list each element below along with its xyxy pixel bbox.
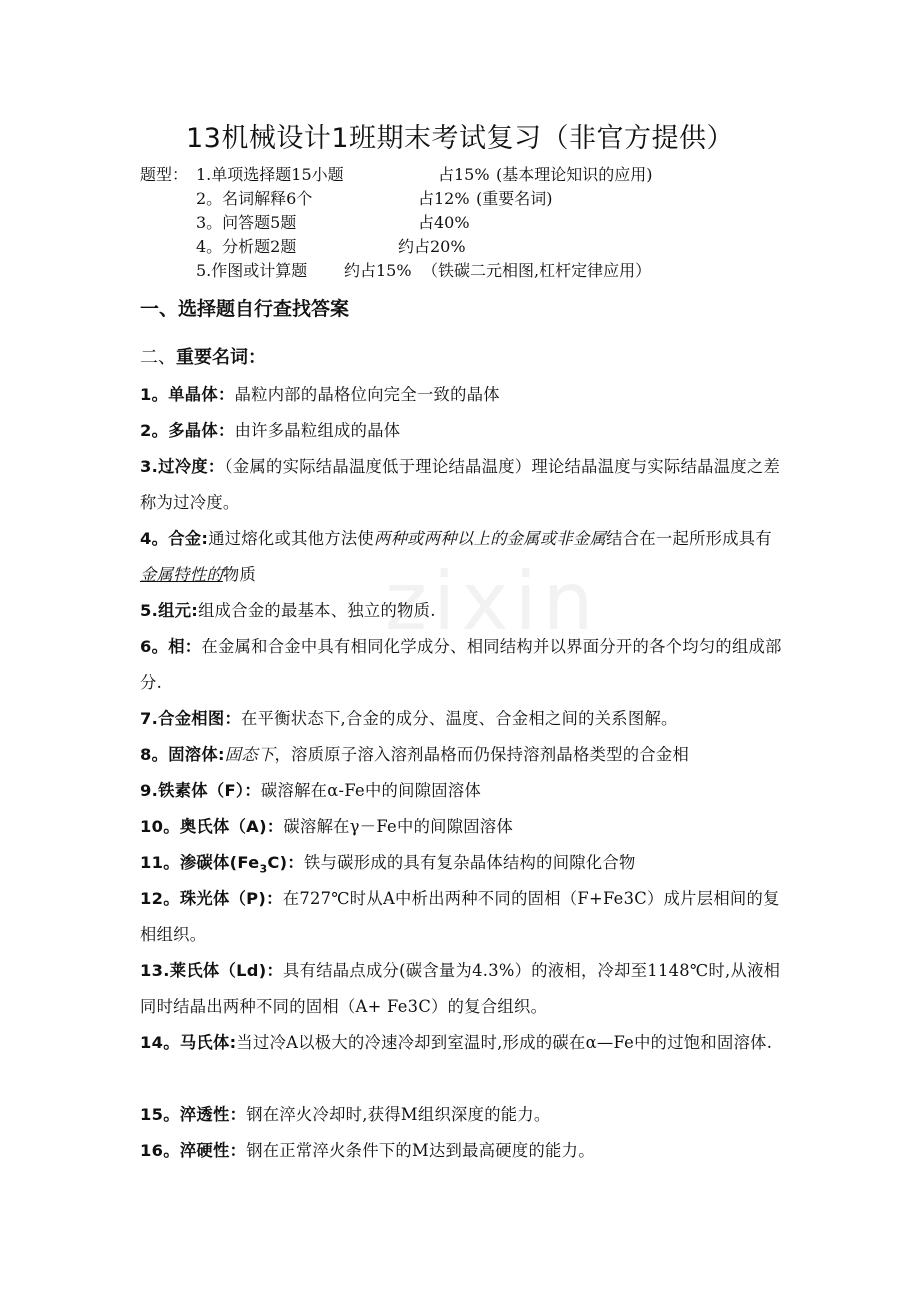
term-definition: 钢在正常淬火条件下的M达到最高硬度的能力。 <box>246 1141 595 1160</box>
term-item <box>140 701 785 737</box>
term-separator: ： <box>207 457 225 476</box>
question-type-name: 1.单项选择题15小题 <box>196 165 344 184</box>
term-definition: 碳溶解在α-Fe中的间隙固溶体 <box>260 781 482 800</box>
question-type-note: （铁碳二元相图,杠杆定律应用） <box>422 261 652 280</box>
term-item <box>140 953 785 1025</box>
question-type-name: 3。问答题5题 <box>196 213 297 232</box>
term-item <box>140 773 785 809</box>
term-separator: ： <box>217 421 235 440</box>
question-type-share: 占40% <box>418 213 470 232</box>
term-name: 6。相 <box>140 637 185 656</box>
term-name: 9.铁素体（F） <box>140 781 245 800</box>
question-type-line-1 <box>140 162 840 184</box>
term-underlined-emphasis: 金属特性的 <box>140 565 223 584</box>
section-2-title: 重要名词： <box>176 347 266 368</box>
term-definition: （金属的实际结晶温度低于理论结晶温度）理论结晶温度与实际结晶温度之差称为过冷度。 <box>140 457 781 512</box>
term-item <box>140 377 785 413</box>
term-subscript: 3 <box>259 862 268 876</box>
term-name: 7.合金相图 <box>140 709 225 728</box>
term-item <box>140 593 785 629</box>
question-type-share: 约占20% <box>398 237 466 256</box>
term-item <box>140 737 785 773</box>
term-definition: 在金属和合金中具有相同化学成分、相同结构并以界面分开的各个均匀的组成部分. <box>140 637 782 692</box>
term-definition: 具有结晶点成分(碳含量为4.3%）的液相，冷却至1148℃时,从液相同时结晶出两种不同的固相（A+ Fe3C）的复合组织。 <box>140 961 781 1016</box>
term-name: 12。珠光体（P) <box>140 889 267 908</box>
term-separator: ： <box>266 817 284 836</box>
question-type-share: 占15% <box>438 165 490 184</box>
question-type-name: 4。分析题2题 <box>196 237 297 256</box>
term-definition: 由许多晶粒组成的晶体 <box>234 421 401 440</box>
term-separator: ： <box>229 1105 247 1124</box>
question-type-name: 5.作图或计算题 <box>196 261 308 280</box>
term-definition: 钢在淬火冷却时,获得M组织深度的能力。 <box>246 1105 551 1124</box>
term-definition: 在727℃时从A中析出两种不同的固相（F+Fe3C）成片层相间的复相组织。 <box>140 889 780 944</box>
term-definition: 铁与碳形成的具有复杂晶体结构的间隙化合物 <box>304 853 636 872</box>
term-definition: ，溶质原子溶入溶剂晶格而仍保持溶剂晶格类型的合金相 <box>274 745 690 764</box>
term-name: 10。奥氏体（A) <box>140 817 267 836</box>
question-type-line-5 <box>140 258 840 280</box>
term-name: 3.过冷度 <box>140 457 208 476</box>
section-2-heading <box>140 343 266 369</box>
question-type-line-3 <box>140 210 840 232</box>
term-item <box>140 881 785 953</box>
term-name: 5.组元 <box>140 601 192 620</box>
term-item <box>140 1097 785 1133</box>
question-type-share: 约占15% <box>344 261 412 280</box>
page-title: 13机械设计1班期末考试复习（非官方提供） <box>185 123 735 154</box>
term-item <box>140 413 785 449</box>
term-name: 4。合金 <box>140 529 202 548</box>
term-definition: 晶粒内部的晶格位向完全一致的晶体 <box>234 385 500 404</box>
term-item <box>140 809 785 845</box>
term-definition-end: 物质 <box>222 565 257 584</box>
term-name: 1。单晶体 <box>140 385 218 404</box>
question-type-name: 2。名词解释6个 <box>196 189 313 208</box>
term-separator: ： <box>266 889 283 908</box>
term-name: 11。渗碳体(Fe <box>140 853 260 872</box>
question-type-note: (基本理论知识的应用) <box>496 165 653 184</box>
term-item <box>140 629 785 701</box>
term-item <box>140 521 785 593</box>
term-separator: ： <box>224 709 242 728</box>
question-type-share: 占12% <box>418 189 470 208</box>
term-definition-mid: 结合在一起所形成具有 <box>606 529 772 548</box>
term-definition: 当过冷A以极大的冷速冷却到室温时,形成的碳在α—Fe中的过饱和固溶体. <box>236 1033 773 1052</box>
question-types-label: 题型： <box>140 165 189 184</box>
term-separator: : <box>201 529 209 548</box>
section-2-prefix: 二、 <box>140 347 176 368</box>
term-separator: : <box>229 1033 237 1052</box>
term-name: 14。马氏体 <box>140 1033 230 1052</box>
term-definition: 组成合金的最基本、独立的物质. <box>198 601 436 620</box>
section-1-heading: 一、选择题自行查找答案 <box>140 298 350 320</box>
term-name: 13.莱氏体（Ld) <box>140 961 267 980</box>
term-name: 15。淬透性 <box>140 1105 230 1124</box>
question-type-line-2 <box>140 186 840 208</box>
term-separator: ： <box>266 961 284 980</box>
question-type-note: (重要名词) <box>476 189 553 208</box>
term-name: 8。固溶体 <box>140 745 218 764</box>
term-definition: 在平衡状态下,合金的成分、温度、合金相之间的关系图解。 <box>241 709 678 728</box>
term-separator: ： <box>287 853 304 872</box>
term-item <box>140 1025 785 1061</box>
term-separator: ： <box>217 385 235 404</box>
question-type-line-4 <box>140 234 840 256</box>
term-separator: ： <box>184 637 202 656</box>
term-name: 16。淬硬性 <box>140 1141 230 1160</box>
term-emphasis: 两种或两种以上的金属或非金属 <box>374 529 607 548</box>
watermark: zixin <box>385 555 600 648</box>
term-definition: 碳溶解在γ－Fe中的间隙固溶体 <box>283 817 514 836</box>
term-emphasis: 固态下 <box>224 745 275 764</box>
term-item <box>140 1133 785 1169</box>
term-item <box>140 449 785 521</box>
term-separator: ： <box>244 781 261 800</box>
term-separator: : <box>191 601 199 620</box>
term-separator: ： <box>229 1141 247 1160</box>
term-separator: : <box>217 745 225 764</box>
term-name-tail: C) <box>267 853 288 872</box>
term-name: 2。多晶体 <box>140 421 218 440</box>
term-definition: 通过熔化或其他方法使 <box>208 529 375 548</box>
